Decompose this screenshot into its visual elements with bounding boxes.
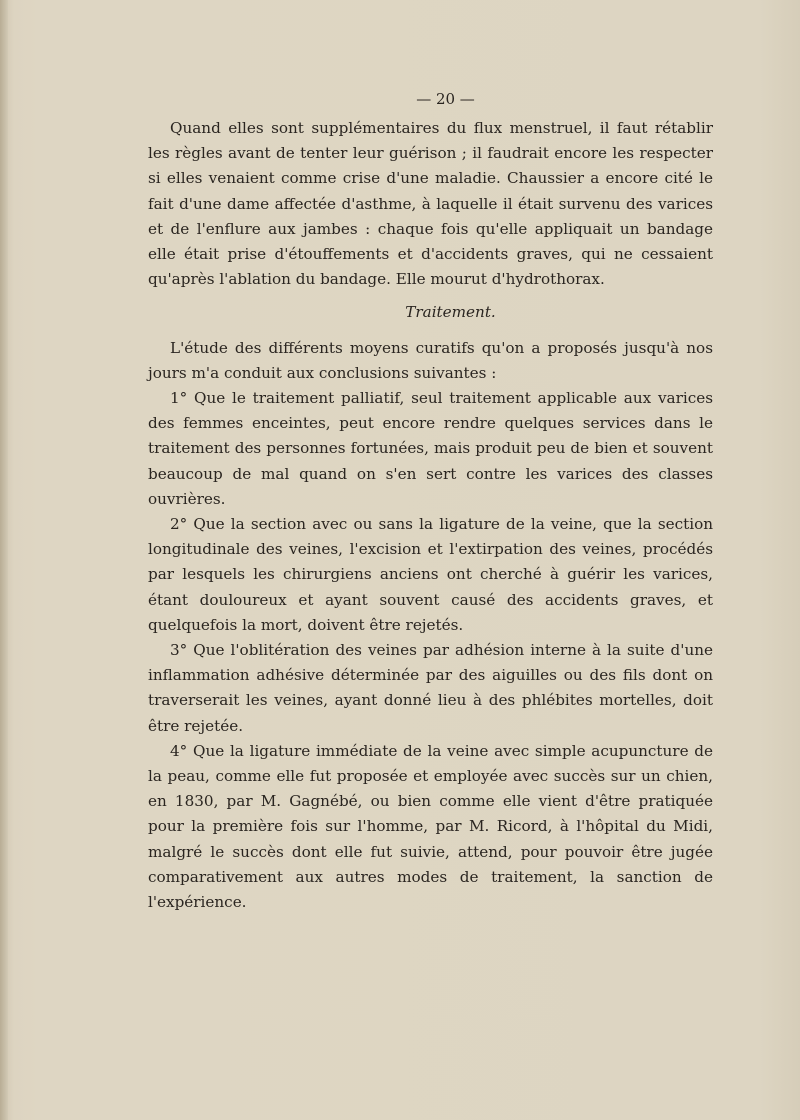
paragraph-conclusion-1: 1° Que le traitement palliatif, seul traitement applicable aux varices des femmes enceintes, peut encore rendre quelques services dans le traitement des personnes fortunées, mais produit peu de bien et souvent beaucoup de mal quand on s'en sert contre les varices des classes ouvrières. [148, 389, 713, 508]
paragraph-intro-conclusions: L'étude des différents moyens curatifs qu'on a proposés jusqu'à nos jours m'a conduit aux conclusions suivantes : [148, 338, 713, 382]
page-number: — 20 — [416, 90, 475, 108]
paragraph-conclusion-2: 2° Que la section avec ou sans la ligature de la veine, que la section longitudinale des veines, l'excision et l'extirpation des veines, procédés par lesquels les chirurgiens anciens ont cherché à guérir les varices, étant douloureux et ayant souvent causé des accidents graves, et quelquefois la mort, doivent être rejetés. [148, 515, 713, 634]
paragraph-conclusion-3: 3° Que l'oblitération des veines par adhésion interne à la suite d'une inflammation adhésive déterminée par des aiguilles ou des fils dont on traverserait les veines, ayant donné lieu à des phlébites mortelles, doit être rejetée. [148, 641, 713, 735]
page-binding-edge [0, 0, 8, 1120]
paragraph-conclusion-4: 4° Que la ligature immédiate de la veine avec simple acupuncture de la peau, comme elle fut proposée et employée avec succès sur un chien, en 1830, par M. Gagnébé, ou bien comme elle vient d'être pratiquée pour la première fois sur l'homme, par M. Ricord, à l'hôpital du Midi, malgré le succès dont elle fut suivie, attend, pour pouvoir être jugée comparativement aux autres modes de traitement, la sanction de l'expérience. [148, 741, 713, 912]
section-heading-traitement: Traitement. [405, 303, 496, 322]
paragraph-flux-menstruel: Quand elles sont supplémentaires du flux menstruel, il faut rétablir les règles avant de tenter leur guérison ; il faudrait encore les respecter si elles venaient comme crise d'une maladie. Chaussier a encore cité le fait d'une dame affectée d'asthme, à laquelle il était survenu des varices et de l'enflure aux jambes : chaque fois qu'elle appliquait un bandage elle était prise d'étouffements et d'accidents graves, qui ne cessaient qu'après l'ablation du bandage. Elle mourut d'hydrothorax. [148, 119, 713, 289]
text-block [148, 88, 713, 915]
